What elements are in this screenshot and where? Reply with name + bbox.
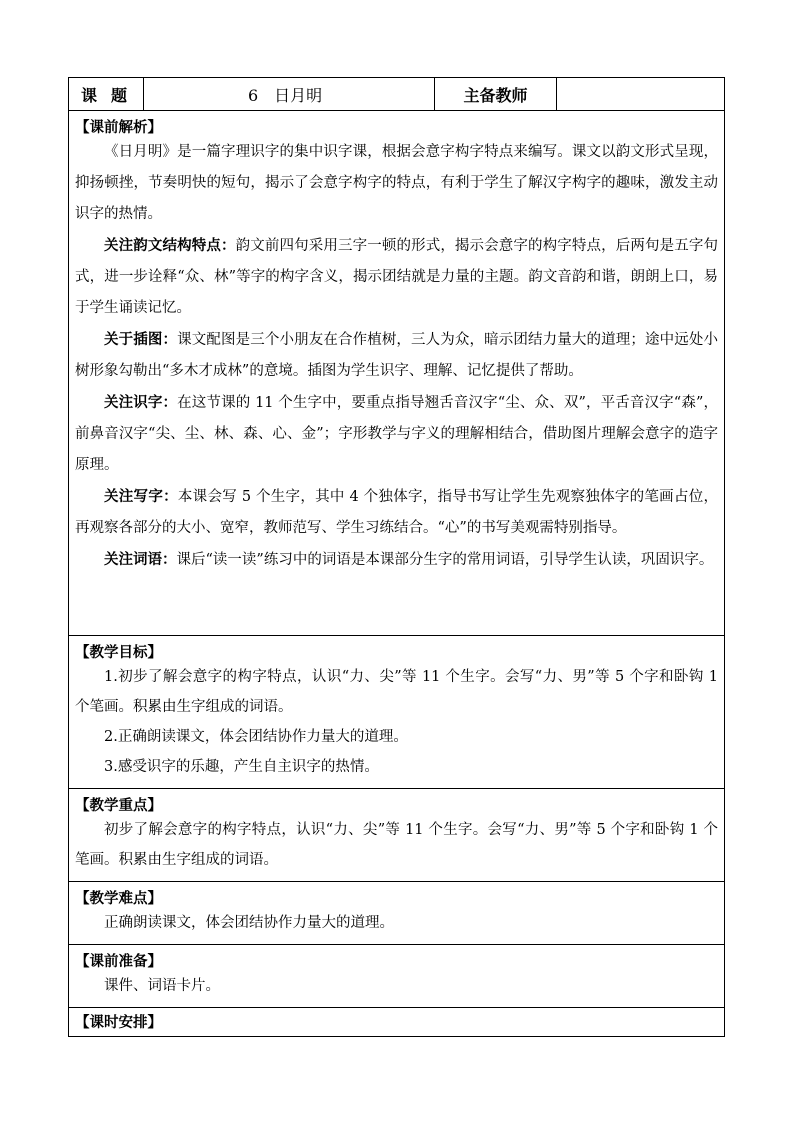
goal-item: 2.正确朗读课文，体会团结协作力量大的道理。 (104, 729, 408, 745)
analysis-title: 【课前解析】 (75, 119, 162, 136)
illustration-text: 课文配图是三个小朋友在合作植树，三人为众，暗示团结力量大的道理；途中远处小树形象勾勒出“多木才成林”的意境。插图为学生识字、理解、记忆提供了帮助。 (75, 332, 718, 379)
schedule-cell (69, 1008, 725, 1037)
goals-title: 【教学目标】 (75, 644, 162, 661)
difficulties-row (69, 882, 725, 945)
preparation-row (69, 945, 725, 1008)
preparation-title: 【课前准备】 (75, 953, 162, 970)
preparation-text: 课件、词语卡片。 (104, 978, 220, 994)
analysis-paragraph-vocabulary (75, 544, 718, 576)
key-points-cell (69, 789, 725, 882)
structure-text: 韵文前四句采用三字一顿的形式，揭示会意字的构字特点，后两句是五字句式，进一步诠释“众、林”等字的构字含义，揭示团结就是力量的主题。韵文音韵和谐，朗朗上口，易于学生诵读记忆。 (75, 238, 719, 316)
writing-heading: 关注写字： (104, 488, 178, 505)
teacher-value (557, 78, 725, 111)
goal-item: 3.感受识字的乐趣，产生自主识字的热情。 (104, 759, 379, 775)
goals-row (69, 636, 725, 789)
lesson-plan-table (68, 77, 725, 1037)
writing-text: 本课会写 5 个生字，其中 4 个独体字，指导书写让学生先观察独体字的笔画占位，再观察各部分的大小、宽窄，教师范写、学生习练结合。“心”的书写美观需特别指导。 (75, 489, 719, 536)
goals-cell (69, 636, 725, 789)
analysis-intro: 《日月明》是一篇字理识字的集中识字课，根据会意字构字特点来编写。课文以韵文形式呈现，抑扬顿挫，节奏明快的短句，揭示了会意字构字的特点，有利于学生了解汉字构字的趣味，激发主动识字的热情。 (75, 144, 718, 222)
key-points-text: 初步了解会意字的构字特点，认识“力、尖”等 11 个生字。会写“力、男”等 5 个字和卧钩 1 个笔画。积累由生字组成的词语。 (75, 822, 718, 868)
topic-label: 课题 (69, 78, 144, 111)
analysis-paragraph-structure (75, 230, 718, 324)
structure-heading: 关注韵文结构特点： (104, 237, 236, 254)
header-row (69, 78, 725, 111)
analysis-paragraph-literacy (75, 387, 718, 481)
difficulties-text: 正确朗读课文，体会团结协作力量大的道理。 (104, 915, 394, 931)
schedule-title: 【课时安排】 (75, 1014, 162, 1031)
literacy-heading: 关注识字： (104, 394, 178, 411)
analysis-paragraph-illustration (75, 324, 718, 387)
key-points-row (69, 789, 725, 882)
teacher-label: 主备教师 (435, 78, 557, 111)
analysis-paragraph-writing (75, 481, 718, 544)
schedule-row (69, 1008, 725, 1037)
vocabulary-heading: 关注词语： (104, 551, 177, 568)
analysis-row (69, 111, 725, 636)
key-points-title: 【教学重点】 (75, 797, 162, 814)
preparation-cell (69, 945, 725, 1008)
goal-item: 1.初步了解会意字的构字特点，认识“力、尖”等 11 个生字。会写“力、男”等 5 个字和卧钩 1 个笔画。积累由生字组成的词语。 (75, 669, 718, 715)
difficulties-title: 【教学难点】 (75, 890, 162, 907)
illustration-heading: 关于插图： (104, 331, 178, 348)
vocabulary-text: 课后“读一读”练习中的词语是本课部分生字的常用词语，引导学生认读，巩固识字。 (176, 552, 714, 568)
lesson-title: 6 日月明 (144, 78, 435, 111)
literacy-text: 在这节课的 11 个生字中，要重点指导翘舌音汉字“尘、众、双”，平舌音汉字“森”，前鼻音汉字“尖、尘、林、森、心、金”；字形教学与字义的理解相结合，借助图片理解会意字的造字原理。 (75, 395, 719, 473)
analysis-cell (69, 111, 725, 636)
difficulties-cell (69, 882, 725, 945)
